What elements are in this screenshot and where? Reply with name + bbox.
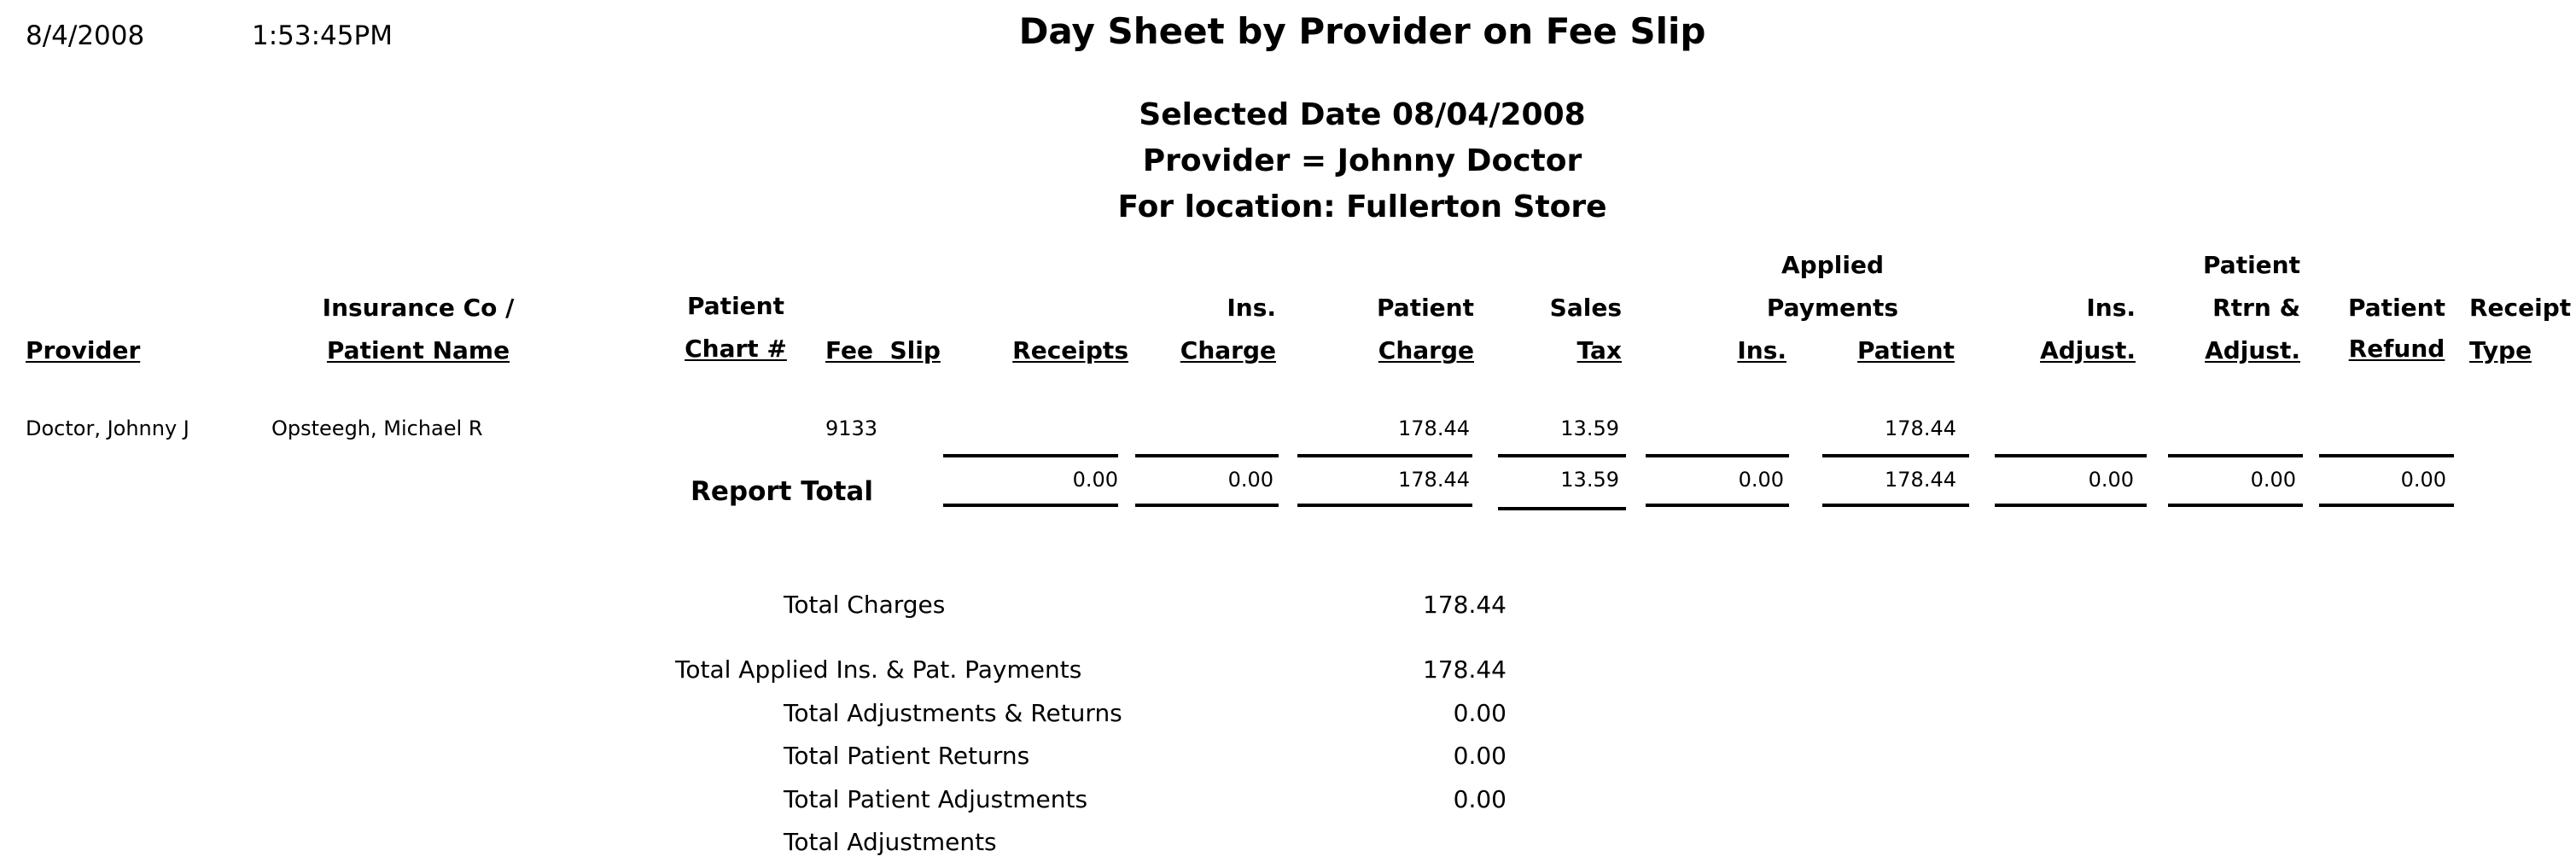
row-sales-tax: 13.59 xyxy=(1560,416,1619,440)
row-applied-patient: 178.44 xyxy=(1885,416,1956,440)
col-insurance-top: Insurance Co / xyxy=(322,294,515,322)
col-sales-tax: Tax xyxy=(1576,336,1622,364)
total-applied-label: Total Applied Ins. & Pat. Payments xyxy=(675,655,1082,684)
total-line-sales-tax xyxy=(1498,454,1626,457)
provider-filter: Provider = Johnny Doctor xyxy=(1142,143,1582,178)
col-rtrn-adjust: Adjust. xyxy=(2205,336,2300,364)
col-applied-mid: Payments xyxy=(1766,294,1899,322)
total-applied-patient: 178.44 xyxy=(1885,468,1956,492)
total-applied-ins: 0.00 xyxy=(1738,468,1784,492)
report-date: 8/4/2008 xyxy=(26,20,145,51)
total-patient-returns-value: 0.00 xyxy=(1453,742,1507,770)
total-patient-refund: 0.00 xyxy=(2400,468,2446,492)
col-patient-name: Patient Name xyxy=(326,336,510,364)
row-fee-slip: 9133 xyxy=(825,416,878,440)
total-sales-tax: 13.59 xyxy=(1560,468,1619,492)
col-chart-top: Patient xyxy=(687,292,784,320)
col-chart: Chart # xyxy=(685,335,787,363)
col-ins-charge-top: Ins. xyxy=(1227,294,1276,322)
total-line-receipts xyxy=(943,454,1118,457)
col-pat-charge-top: Patient xyxy=(1377,294,1474,322)
row-provider: Doctor, Johnny J xyxy=(26,416,189,440)
total-rtrn-adjust: 0.00 xyxy=(2250,468,2296,492)
total-ins-charge: 0.00 xyxy=(1227,468,1273,492)
report-title: Day Sheet by Provider on Fee Slip xyxy=(1018,10,1706,52)
col-refund-top: Patient xyxy=(2348,294,2445,322)
bottom-line-receipts xyxy=(943,504,1118,507)
col-rtrn-mid: Rtrn & xyxy=(2212,294,2300,322)
col-applied-top: Applied xyxy=(1781,251,1884,279)
row-patient-name: Opsteegh, Michael R xyxy=(271,416,483,440)
col-patient-refund: Refund xyxy=(2348,335,2445,363)
total-adjustments-label: Total Adjustments xyxy=(784,828,997,856)
bottom-line-refund xyxy=(2319,504,2454,507)
total-line-applied-ins xyxy=(1646,454,1789,457)
report-total-label: Report Total xyxy=(691,476,873,507)
report-time: 1:53:45PM xyxy=(252,20,393,51)
total-charges-label: Total Charges xyxy=(784,591,946,619)
total-receipts: 0.00 xyxy=(1072,468,1118,492)
total-patient-adjustments-label: Total Patient Adjustments xyxy=(784,785,1088,813)
total-adj-returns-value: 0.00 xyxy=(1453,699,1507,727)
selected-date: Selected Date 08/04/2008 xyxy=(1139,97,1586,132)
total-ins-adjust: 0.00 xyxy=(2088,468,2134,492)
bottom-line-rtrn-adjust xyxy=(2168,504,2303,507)
bottom-line-pat-charge xyxy=(1297,504,1472,507)
total-line-ins-adjust xyxy=(1995,454,2147,457)
col-receipt-top: Receipt xyxy=(2469,294,2572,322)
row-patient-charge: 178.44 xyxy=(1398,416,1470,440)
col-ins-adjust: Adjust. xyxy=(2040,336,2136,364)
col-provider: Provider xyxy=(26,336,141,364)
col-fee-slip: Fee Slip xyxy=(825,336,941,364)
col-sales-top: Sales xyxy=(1549,294,1622,322)
total-line-pat-charge xyxy=(1297,454,1472,457)
col-rtrn-top: Patient xyxy=(2203,251,2300,279)
col-receipts: Receipts xyxy=(1012,336,1128,364)
bottom-line-applied-patient xyxy=(1822,504,1969,507)
bottom-line-ins-adjust xyxy=(1995,504,2147,507)
total-patient-returns-label: Total Patient Returns xyxy=(784,742,1030,770)
col-receipt-type: Type xyxy=(2469,336,2532,364)
col-ins-adj-top: Ins. xyxy=(2086,294,2136,322)
total-applied-value: 178.44 xyxy=(1423,655,1507,684)
bottom-line-sales-tax xyxy=(1498,507,1626,510)
col-applied-patient: Patient xyxy=(1857,336,1955,364)
total-line-applied-patient xyxy=(1822,454,1969,457)
total-charges-value: 178.44 xyxy=(1423,591,1507,619)
total-patient-charge: 178.44 xyxy=(1398,468,1470,492)
col-pat-charge: Charge xyxy=(1378,336,1474,364)
col-ins-charge: Charge xyxy=(1180,336,1276,364)
total-line-refund xyxy=(2319,454,2454,457)
total-adj-returns-label: Total Adjustments & Returns xyxy=(784,699,1122,727)
col-applied-ins: Ins. xyxy=(1737,336,1786,364)
bottom-line-applied-ins xyxy=(1646,504,1789,507)
bottom-line-ins-charge xyxy=(1135,504,1279,507)
total-line-rtrn-adjust xyxy=(2168,454,2303,457)
location-filter: For location: Fullerton Store xyxy=(1117,189,1607,224)
total-patient-adjustments-value: 0.00 xyxy=(1453,785,1507,813)
total-line-ins-charge xyxy=(1135,454,1279,457)
